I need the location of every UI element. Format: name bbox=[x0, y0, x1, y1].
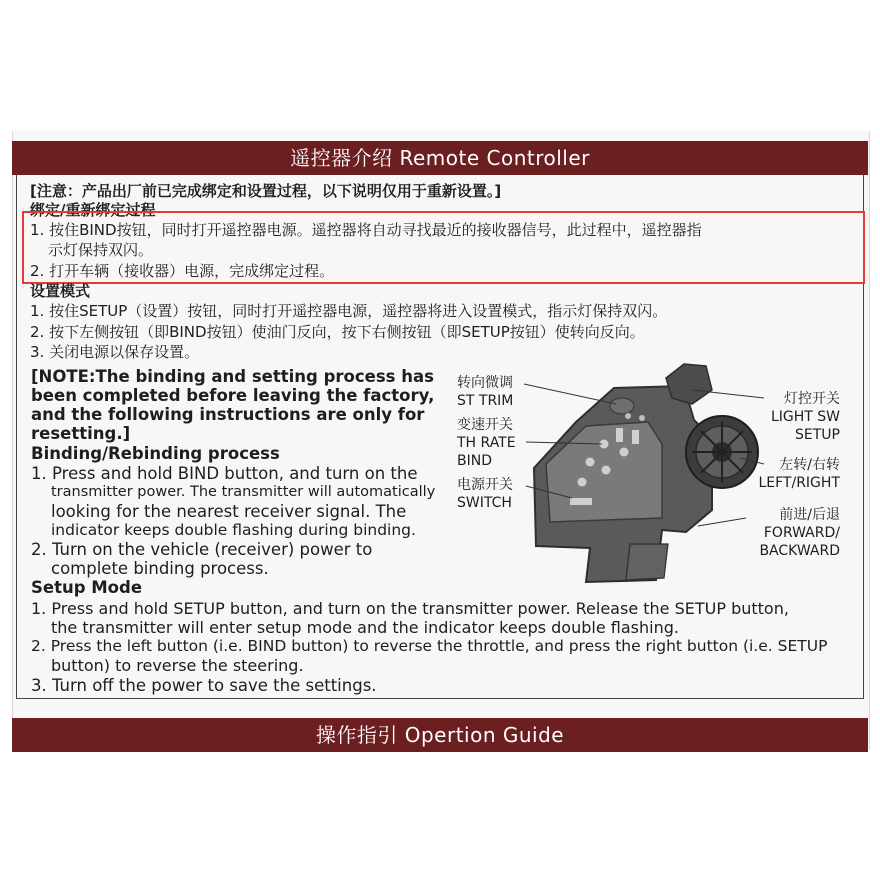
label-backward-en: BACKWARD bbox=[759, 543, 840, 559]
setup-heading-zh: 设置模式 bbox=[30, 282, 91, 300]
binding-heading-zh: 绑定/重新绑定过程 bbox=[30, 201, 156, 219]
note-en-line4: resetting.] bbox=[31, 424, 131, 443]
setup-heading-en: Setup Mode bbox=[31, 578, 143, 597]
binding-step2-en-line2: complete binding process. bbox=[51, 559, 269, 578]
transmitter-body-icon bbox=[534, 364, 712, 582]
notice-zh: [注意：产品出厂前已完成绑定和设置过程，以下说明仅用于重新设置。] bbox=[30, 182, 502, 200]
binding-step2-en-line1: 2. Turn on the vehicle (receiver) power to bbox=[31, 540, 373, 559]
section-header-remote-controller: 遥控器介绍 Remote Controller bbox=[12, 141, 868, 175]
setup-step1-zh: 1. 按住SETUP（设置）按钮，同时打开遥控器电源，遥控器将进入设置模式，指示灯保持双闪。 bbox=[30, 302, 668, 320]
label-left-right-en: LEFT/RIGHT bbox=[758, 475, 840, 491]
label-th-rate-en: TH RATE bbox=[457, 435, 516, 451]
setup-step2-en-line2: button) to reverse the steering. bbox=[51, 656, 304, 675]
binding-step1-en-line2: transmitter power. The transmitter will automatically bbox=[51, 484, 436, 500]
label-light-zh: 灯控开关 bbox=[784, 391, 840, 407]
label-bind: BIND bbox=[457, 453, 492, 469]
label-setup: SETUP bbox=[795, 427, 840, 443]
section-header-operation-guide: 操作指引 Opertion Guide bbox=[12, 718, 868, 752]
binding-step1-en-line3: looking for the nearest receiver signal. The bbox=[51, 502, 407, 521]
note-en-line1: [NOTE:The binding and setting process has bbox=[31, 367, 434, 386]
label-th-rate-zh: 变速开关 bbox=[457, 417, 513, 433]
binding-step1-en-line1: 1. Press and hold BIND button, and turn on the bbox=[31, 464, 418, 483]
setup-step1-en-line2: the transmitter will enter setup mode and the indicator keeps double flashing. bbox=[51, 618, 679, 637]
label-st-trim-en: ST TRIM bbox=[457, 393, 514, 409]
steering-wheel-icon bbox=[686, 416, 758, 488]
binding-heading-en: Binding/Rebinding process bbox=[31, 444, 280, 463]
binding-step1-zh-line2: 示灯保持双闪。 bbox=[48, 241, 154, 259]
setup-step3-en: 3. Turn off the power to save the settings. bbox=[31, 676, 377, 695]
binding-step1-en-line4: indicator keeps double flashing during binding. bbox=[51, 521, 416, 539]
note-en-line2: been completed before leaving the factory, bbox=[31, 386, 435, 405]
setup-step2-en-line1: 2. Press the left button (i.e. BIND button) to reverse the throttle, and press the right button (i.e. SETUP bbox=[31, 637, 828, 655]
label-switch-en: SWITCH bbox=[457, 495, 512, 511]
note-en-line3: and the following instructions are only for bbox=[31, 405, 425, 424]
binding-step1-zh-line1: 1. 按住BIND按钮，同时打开遥控器电源。遥控器将自动寻找最近的接收器信号，此过程中，遥控器指 bbox=[30, 221, 702, 239]
label-st-trim-zh: 转向微调 bbox=[457, 375, 513, 391]
label-left-right-zh: 左转/右转 bbox=[779, 457, 840, 473]
setup-step3-zh: 3. 关闭电源以保存设置。 bbox=[30, 343, 200, 361]
label-switch-zh: 电源开关 bbox=[457, 477, 513, 493]
setup-step1-en-line1: 1. Press and hold SETUP button, and turn on the transmitter power. Release the SETUP button, bbox=[31, 599, 789, 618]
label-fwd-bwd-zh: 前进/后退 bbox=[779, 507, 840, 523]
label-light-en: LIGHT SW bbox=[770, 409, 840, 425]
label-forward-en: FORWARD/ bbox=[763, 525, 840, 541]
binding-step2-zh: 2. 打开车辆（接收器）电源，完成绑定过程。 bbox=[30, 262, 335, 280]
setup-step2-zh: 2. 按下左侧按钮（即BIND按钮）使油门反向，按下右侧按钮（即SETUP按钮）使转向反向。 bbox=[30, 323, 645, 341]
